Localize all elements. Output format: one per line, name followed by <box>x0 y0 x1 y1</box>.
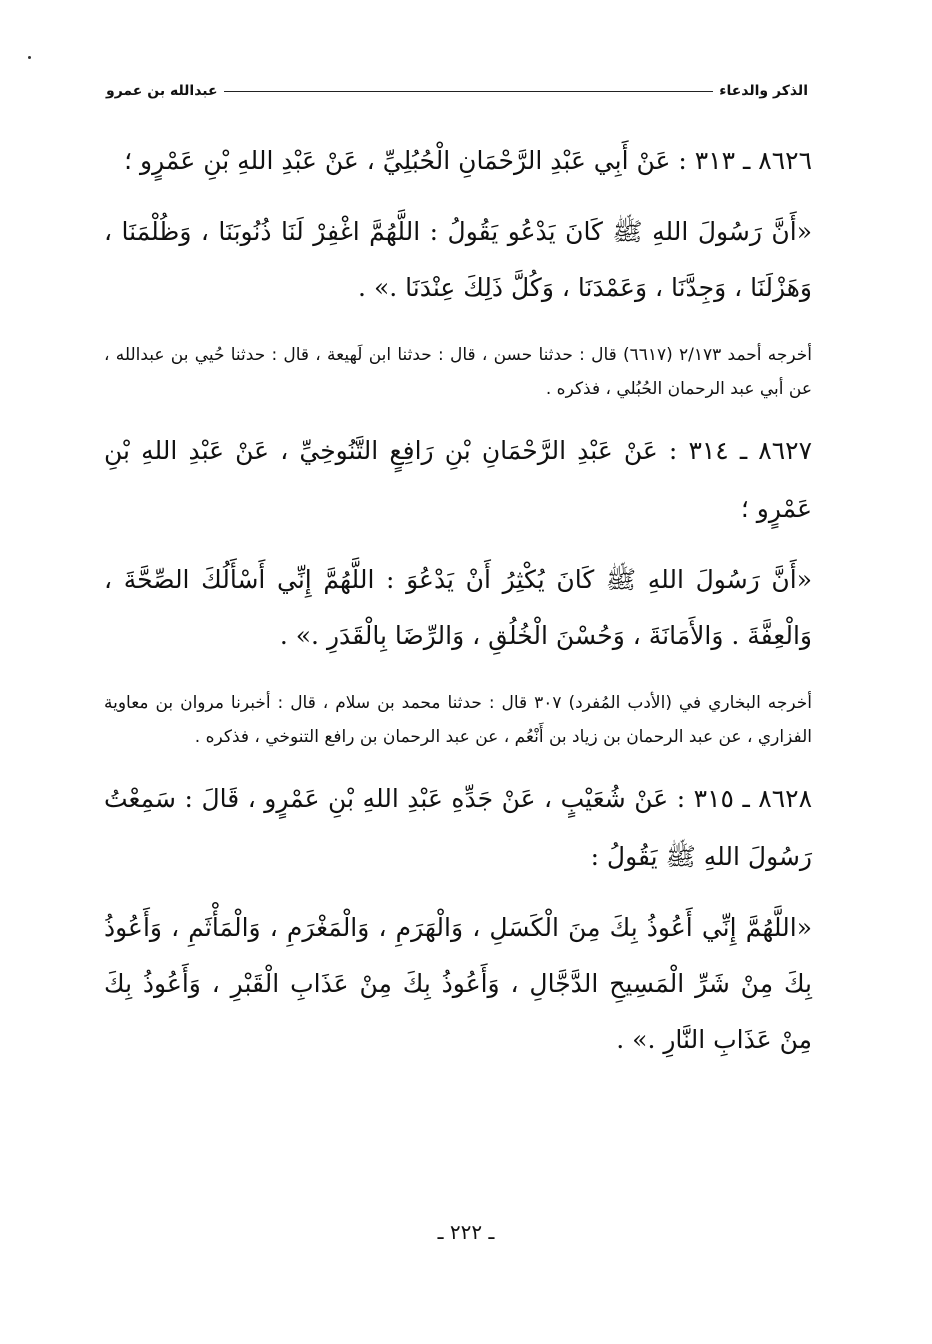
running-header <box>106 78 808 104</box>
hadith-takhrij: أخرجه أحمد ٢/١٧٣ (٦٦١٧) قال : حدثنا حسن ، قال : حدثنا ابن لَهيعة ، قال : حدثنا حُيي بن عبدالله ، عن أبي عبد الرحمان الحُبُلي ، فذكره . <box>104 345 812 399</box>
hadith-matn: «أَنَّ رَسُولَ اللهِ ﷺ كَانَ يُكْثِرُ أَنْ يَدْعُوَ : اللَّهُمَّ إِنِّي أَسْأَلُكَ الصِّحَّةَ ، وَالْعِفَّةَ . وَالأَمَانَةَ ، وَحُسْنَ الْخُلُقِ ، وَالرِّضَا بِالْقَدَرِ .» . <box>104 565 812 650</box>
header-companion-name: عبدالله بن عمرو <box>106 83 218 99</box>
hadith-takhrij: أخرجه البخاري في (الأدب المُفرد) ٣٠٧ قال : حدثنا محمد بن سلام ، قال : أخبرنا مروان بن معاوية الفزاري ، عن عبد الرحمان بن زياد بن أَنْعُم ، عن عبد الرحمان بن رافع التنوخي ، فذكره . <box>104 693 812 747</box>
hadith-isnad: ٨٦٢٧ ـ ٣١٤ : عَنْ عَبْدِ الرَّحْمَانِ بْنِ رَافِعٍ التَّنُوخِيِّ ، عَنْ عَبْدِ اللهِ بْنِ عَمْرٍو ؛ <box>104 436 812 523</box>
scan-speck <box>28 56 31 59</box>
hadith-matn: «أَنَّ رَسُولَ اللهِ ﷺ كَانَ يَدْعُو يَقُولُ : اللَّهُمَّ اغْفِرْ لَنَا ذُنُوبَنَا ، وَظُلْمَنَا ، وَهَزْلَنَا ، وَجِدَّنَا ، وَعَمْدَنَا ، وَكُلَّ ذَلِكَ عِنْدَنَا .» . <box>104 217 812 302</box>
hadith-entry-8627 <box>104 422 812 754</box>
page-body <box>104 132 812 1068</box>
header-rule <box>224 91 714 92</box>
hadith-entry-8628 <box>104 770 812 1068</box>
hadith-isnad: ٨٦٢٦ ـ ٣١٣ : عَنْ أَبِي عَبْدِ الرَّحْمَانِ الْحُبُلِيِّ ، عَنْ عَبْدِ اللهِ بْنِ عَمْرٍو ؛ <box>124 146 812 175</box>
hadith-matn: «اللَّهُمَّ إِنِّي أَعُوذُ بِكَ مِنَ الْكَسَلِ ، وَالْهَرَمِ ، وَالْمَغْرَمِ ، وَالْمَأْثَمِ ، وَأَعُوذُ بِكَ مِنْ شَرِّ الْمَسِيحِ الدَّجَّالِ ، وَأَعُوذُ بِكَ مِنْ عَذَابِ الْقَبْرِ ، وَأَعُوذُ بِكَ مِنْ عَذَابِ النَّارِ .» . <box>104 913 812 1054</box>
hadith-isnad: ٨٦٢٨ ـ ٣١٥ : عَنْ شُعَيْبٍ ، عَنْ جَدِّهِ عَبْدِ اللهِ بْنِ عَمْرٍو ، قَالَ : سَمِعْتُ رَسُولَ اللهِ ﷺ يَقُولُ : <box>104 784 813 871</box>
hadith-entry-8626 <box>104 132 812 406</box>
header-chapter-title: الذكر والدعاء <box>719 83 808 99</box>
page-number: ـ ٢٢٢ ـ <box>437 1220 495 1244</box>
